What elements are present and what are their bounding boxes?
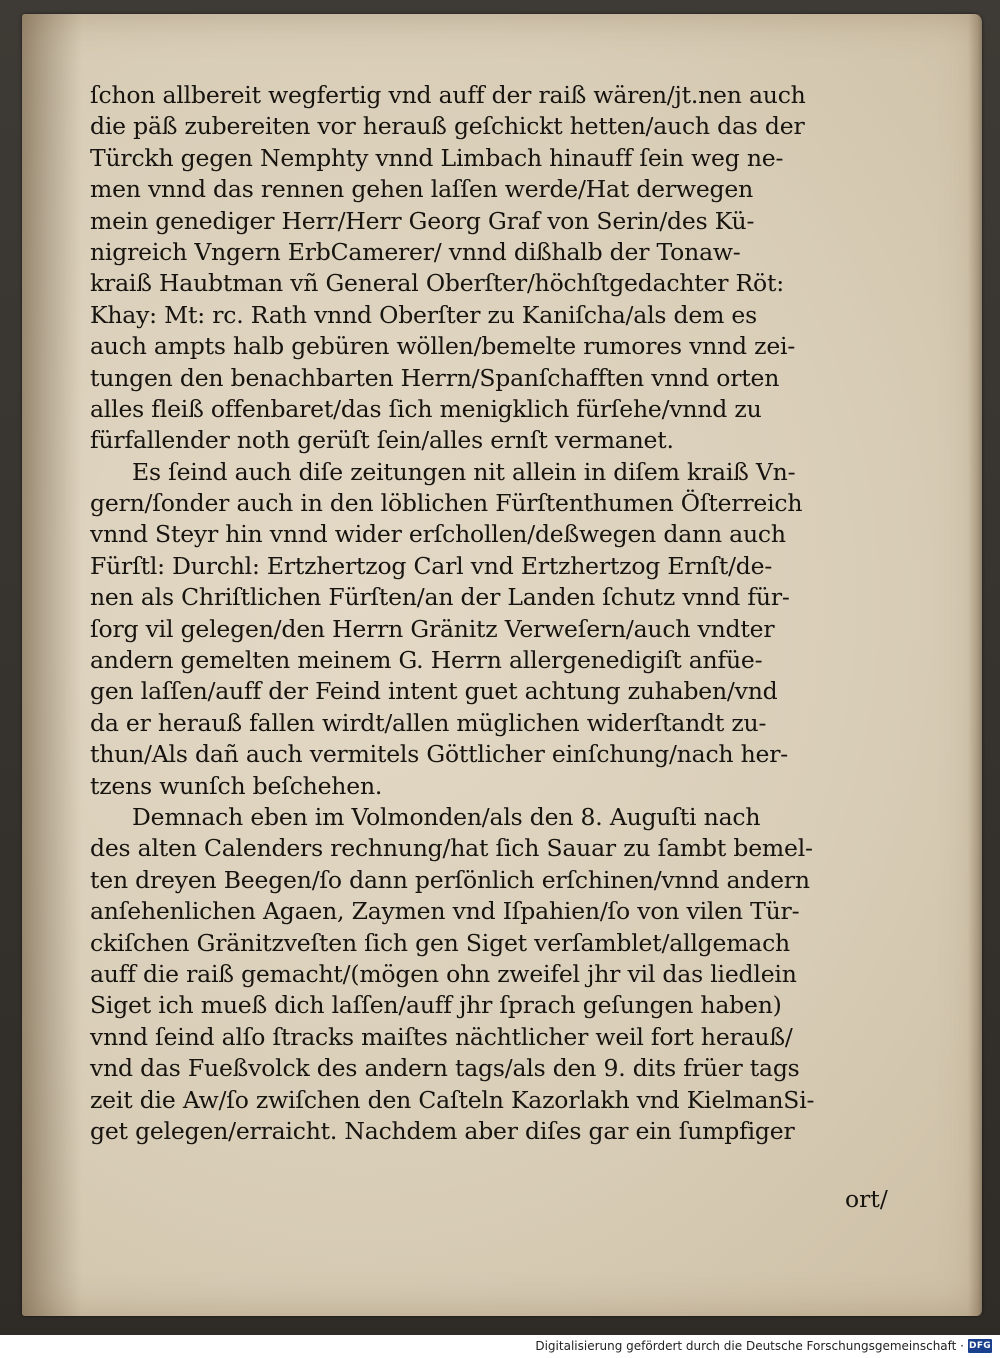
text-line: nen als Chriſtlichen Fürſten/an der Landen ſchutz vnnd für- xyxy=(90,583,790,612)
text-line: mein genediger Herr/Herr Georg Graf von Serin/des Kü- xyxy=(90,206,755,235)
text-line: tungen den benachbarten Herrn/Spanſchafften vnnd orten xyxy=(90,363,780,392)
text-line: ten dreyen Beegen/ſo dann perſönlich erſchinen/vnnd andern xyxy=(90,865,810,894)
text-line: anſehenlichen Agaen, Zaymen vnd Iſpahien/ſo von vilen Tür- xyxy=(90,897,800,926)
text-line: gen laſſen/auff der Feind intent guet achtung zuhaben/vnd xyxy=(90,677,778,706)
text-line: tzens wunſch beſchehen. xyxy=(90,771,383,800)
text-line: Demnach eben im Volmonden/als den 8. Auguſti nach xyxy=(132,802,761,831)
text-line: ſchon allbereit wegfertig vnd auff der raiß wären/jt.nen auch xyxy=(90,81,806,109)
text-line: gern/ſonder auch in den löblichen Fürſtenthumen Öſterreich xyxy=(90,489,803,518)
body-text xyxy=(90,80,920,1147)
text-line: auch ampts halb gebüren wöllen/bemelte rumores vnnd zei- xyxy=(90,332,796,361)
text-line: Siget ich mueß dich laſſen/auff jhr ſprach geſungen haben) xyxy=(90,991,782,1020)
text-line: kraiß Haubtman vñ General Oberſter/höchſtgedachter Röt: xyxy=(90,269,784,298)
text-line: Fürſtl: Durchl: Ertzhertzog Carl vnd Ertzhertzog Ernſt/de- xyxy=(90,551,773,580)
text-line: ckiſchen Gränitzveſten ſich gen Siget verſamblet/allgemach xyxy=(90,928,790,957)
footer-credit xyxy=(535,1336,992,1356)
footer-credit-text: Digitalisierung gefördert durch die Deutsche Forschungsgemeinschaft · xyxy=(535,1339,964,1353)
text-line: Türckh gegen Nemphty vnnd Limbach hinauff ſein weg ne- xyxy=(90,143,784,172)
text-line: thun/Als dañ auch vermitels Göttlicher einſchung/nach her- xyxy=(90,740,789,769)
text-line: des alten Calenders rechnung/hat ſich Sauar zu ſambt bemel- xyxy=(90,834,813,863)
text-line: get gelegen/erraicht. Nachdem aber diſes gar ein ſumpfiger xyxy=(90,1116,795,1145)
text-line: andern gemelten meinem G. Herrn allergenedigiſt anfüe- xyxy=(90,646,763,675)
text-line: Khay: Mt: rc. Rath vnnd Oberſter zu Kaniſcha/als dem es xyxy=(90,300,758,329)
text-line: nigreich Vngern ErbCamerer/ vnnd dißhalb der Tonaw- xyxy=(90,237,741,266)
text-line: die päß zubereiten vor herauß geſchickt hetten/auch das der xyxy=(90,112,805,141)
text-line: vnnd ſeind alſo ſtracks maiſtes nächtlicher weil fort herauß/ xyxy=(90,1022,793,1051)
text-line: da er herauß fallen wirdt/allen müglichen widerſtandt zu- xyxy=(90,708,767,737)
text-line: vnd das Fueßvolck des andern tags/als den 9. dits früer tags xyxy=(90,1054,800,1083)
dfg-logo-icon: DFG xyxy=(969,1341,991,1351)
page-edge xyxy=(968,14,982,1316)
page-gutter-shadow xyxy=(22,14,82,1316)
text-line: alles fleiß offenbaret/das ſich menigklich fürſehe/vnnd zu xyxy=(90,394,762,423)
text-line: Es ſeind auch diſe zeitungen nit allein in diſem kraiß Vn- xyxy=(132,457,796,486)
text-line: fürfallender noth gerüſt ſein/alles ernſt vermanet. xyxy=(90,426,674,455)
catchword: ort/ xyxy=(845,1185,888,1213)
text-line: ſorg vil gelegen/den Herrn Gränitz Verweſern/auch vndter xyxy=(90,614,775,643)
text-line: zeit die Aw/ſo zwiſchen den Caſteln Kazorlakh vnd KielmanSi- xyxy=(90,1085,815,1114)
text-line: men vnnd das rennen gehen laſſen werde/Hat derwegen xyxy=(90,175,754,204)
text-line: vnnd Steyr hin vnnd wider erſchollen/deßwegen dann auch xyxy=(90,520,786,549)
text-line: auff die raiß gemacht/(mögen ohn zweifel jhr vil das liedlein xyxy=(90,959,797,988)
